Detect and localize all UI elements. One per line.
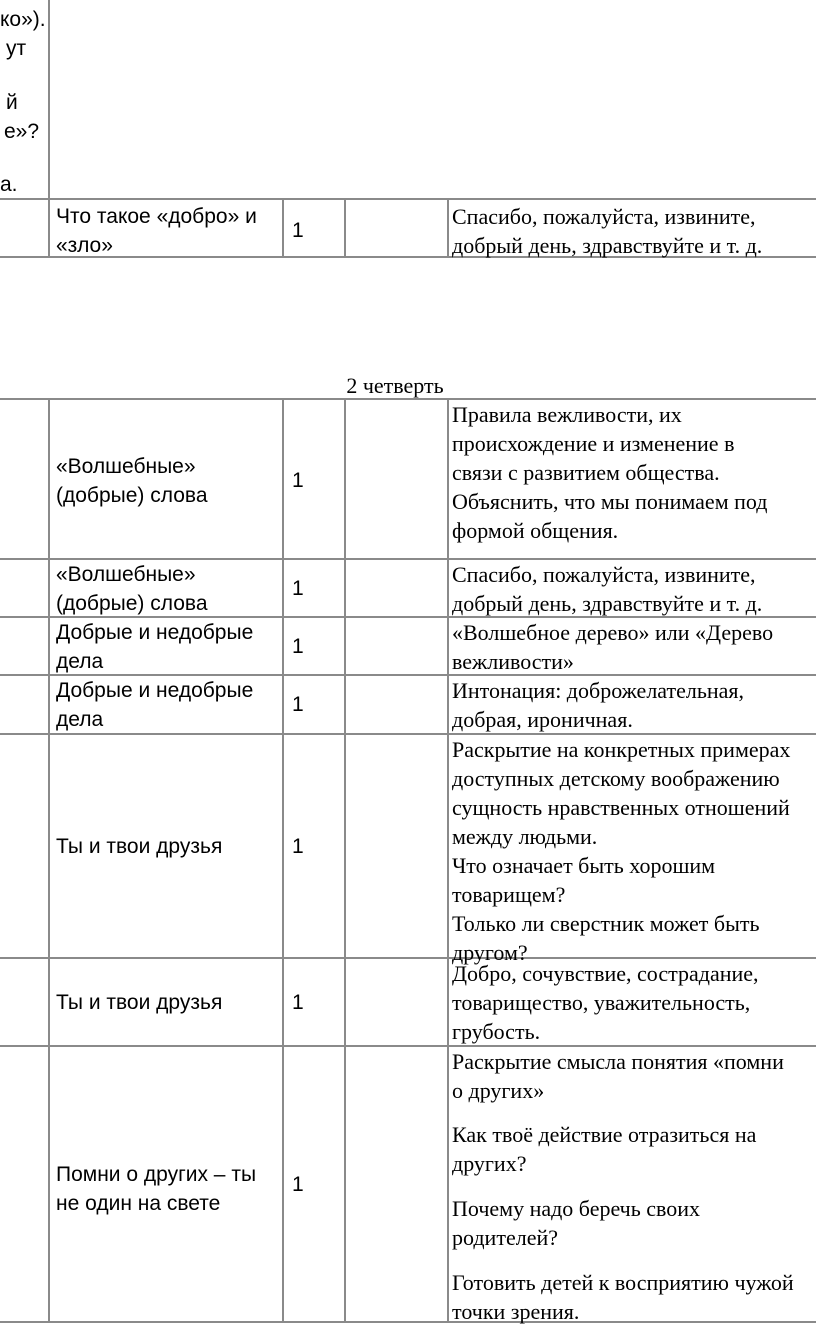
row-hours: 1 (292, 577, 304, 600)
row-top-topic: Что такое «добро» и «зло» (56, 205, 257, 257)
row-topic: Добрые и недобрые дела (56, 679, 254, 731)
fragment-line: а. (0, 173, 18, 196)
fragment-line: ко»). (0, 8, 46, 31)
table-border (282, 398, 284, 1323)
table-border (48, 0, 50, 258)
table-border (447, 398, 449, 1323)
row-topic: Ты и твои друзья (56, 991, 223, 1014)
row-content: Готовить детей к восприятию чужой точки зрения. (452, 1270, 794, 1324)
row-topic: Ты и твои друзья (56, 835, 223, 858)
row-content: Спасибо, пожалуйста, извините, добрый день, здравствуйте и т. д. (452, 562, 763, 616)
row-top-content: Спасибо, пожалуйста, извините, добрый день, здравствуйте и т. д. (452, 204, 763, 258)
row-content: «Волшебное дерево» или «Дерево вежливости» (452, 620, 774, 674)
row-content: Правила вежливости, их происхождение и изменение в связи с развитием общества. Объяснить, что мы понимаем под формой общения. (452, 402, 768, 543)
row-content: Как твоё действие отразиться на других? (452, 1122, 757, 1176)
row-hours: 1 (292, 469, 304, 492)
row-topic: «Волшебные» (добрые) слова (56, 455, 208, 507)
row-hours: 1 (292, 1173, 304, 1196)
row-content: Добро, сочувствие, сострадание, товарищество, уважительность, грубость. (452, 961, 759, 1044)
row-hours: 1 (292, 635, 304, 658)
table-border (447, 198, 449, 258)
row-content: Раскрытие на конкретных примерах доступных детскому воображению сущность нравственных отношений между людьми. Что означает быть хорошим товарищем? Только ли сверстник может быть другом? (452, 737, 791, 965)
row-hours: 1 (292, 693, 304, 716)
row-topic: Помни о других – ты не один на свете (56, 1163, 257, 1215)
table-border (48, 398, 50, 1323)
table-border (282, 198, 284, 258)
table-border (344, 398, 346, 1323)
row-content: Интонация: доброжелательная, добрая, ироничная. (452, 678, 745, 732)
row-hours: 1 (292, 835, 304, 858)
row-topic: «Волшебные» (добрые) слова (56, 563, 208, 615)
quarter-heading: 2 четверть (346, 373, 444, 398)
row-top-hours: 1 (292, 219, 304, 242)
fragment-line: й (6, 91, 18, 114)
row-content: Раскрытие смысла понятия «помни о других» (452, 1049, 784, 1103)
fragment-line: е»? (4, 120, 40, 143)
row-topic: Добрые и недобрые дела (56, 621, 254, 673)
table-border (0, 198, 816, 200)
fragment-line: ут (6, 37, 27, 60)
table-border (344, 198, 346, 258)
row-hours: 1 (292, 991, 304, 1014)
row-content: Почему надо беречь своих родителей? (452, 1196, 701, 1250)
